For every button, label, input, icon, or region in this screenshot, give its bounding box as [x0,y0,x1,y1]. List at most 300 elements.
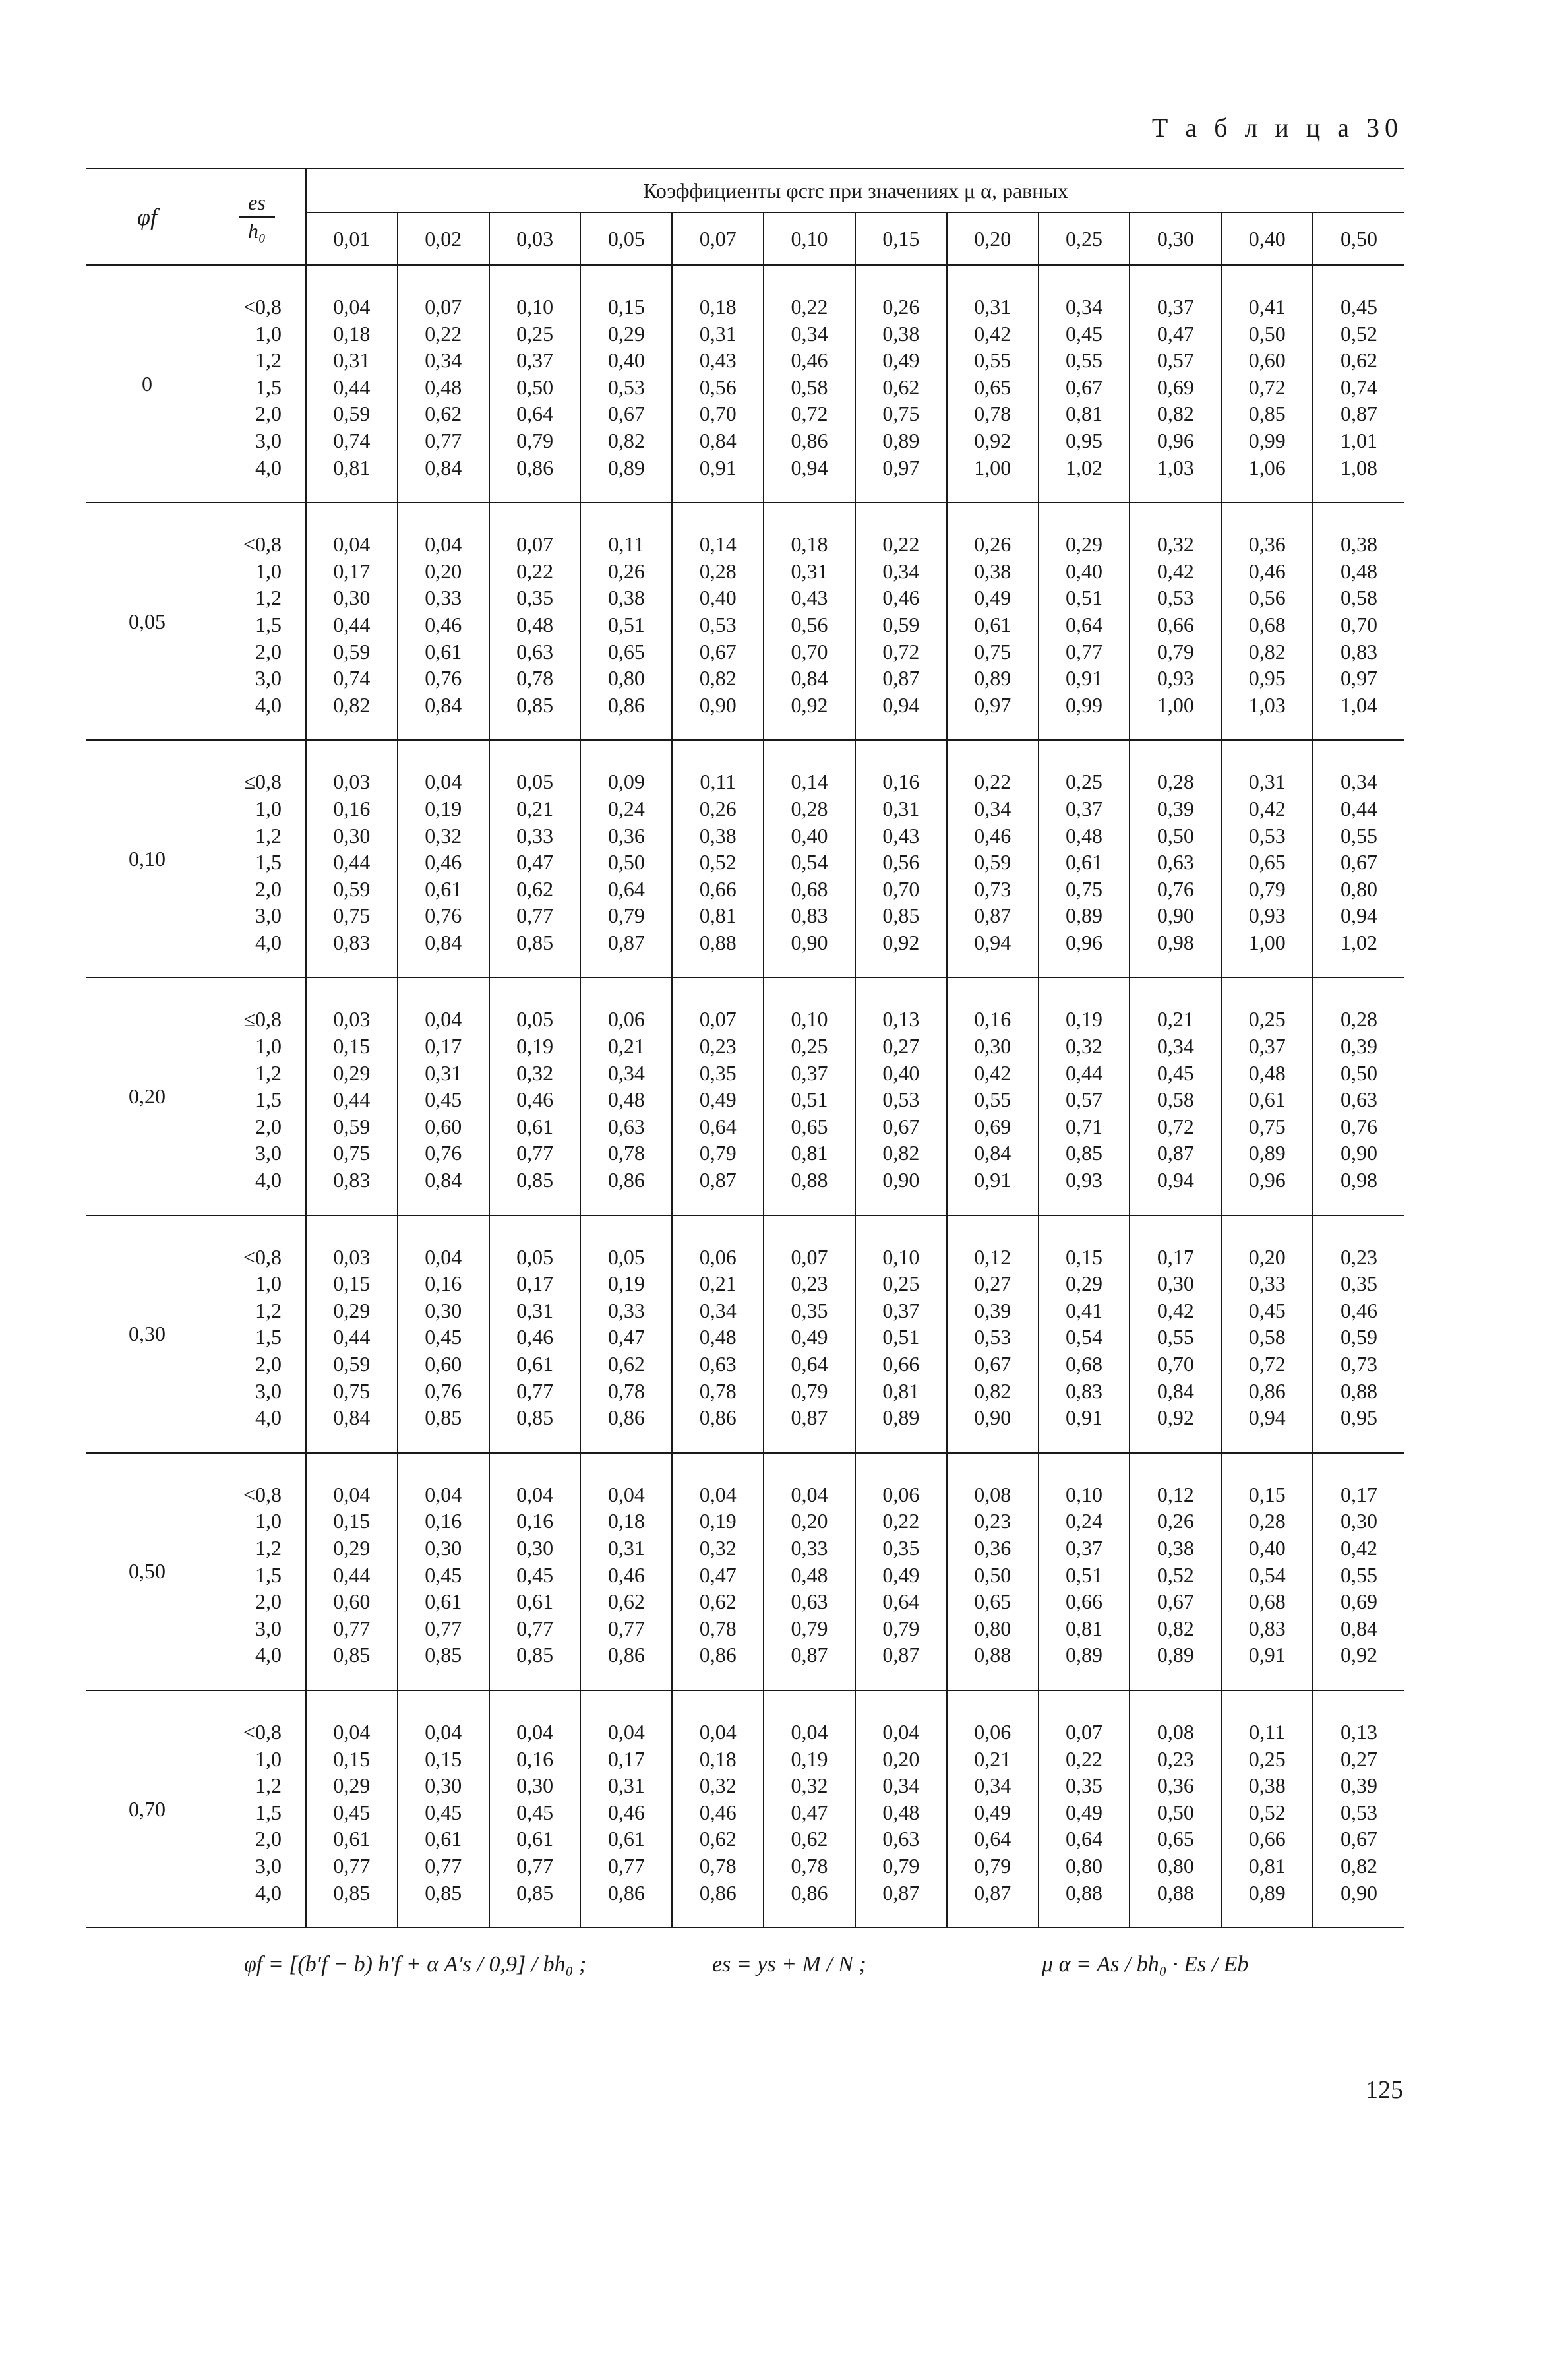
coefficient-cell: 0,06 [974,1719,1011,1744]
coefficient-cell: 0,75 [882,402,920,426]
coefficient-column [489,1453,581,1690]
coefficient-cell: 0,69 [1157,375,1194,399]
coefficient-cell: 0,88 [1066,1880,1103,1905]
coefficient-cell: 0,77 [425,428,462,452]
coefficient-cell: 0,40 [1248,1535,1286,1560]
coefficient-cell: 0,23 [1157,1746,1194,1771]
coefficient-cell: 0,20 [882,1746,920,1771]
es-h0-cell: 4,0 [255,1880,282,1905]
coefficient-cell: 0,67 [607,402,645,426]
coefficient-cell: 0,60 [425,1114,462,1138]
coefficient-cell: 0,87 [699,1168,737,1192]
es-h0-cell: 3,0 [255,1378,282,1403]
coefficient-cell: 0,83 [1066,1378,1103,1403]
coefficient-cell: 0,31 [699,321,737,346]
es-h0-cell: 2,0 [255,1827,282,1851]
coefficient-cell: 0,34 [882,559,920,583]
coefficient-cell: 0,53 [1248,823,1286,847]
coefficient-cell: 0,39 [1341,1773,1378,1798]
coefficient-cell: 0,54 [1066,1325,1103,1349]
coefficient-cell: 0,47 [607,1325,645,1349]
coefficient-cell: 0,45 [1066,321,1103,346]
coefficient-cell: 0,16 [425,1272,462,1296]
phi-f-value: 0 [86,265,208,503]
coefficient-cell: 0,61 [425,1827,462,1851]
coefficient-cell: 0,91 [699,455,737,479]
coefficient-cell: 0,73 [1341,1352,1378,1376]
coefficient-cell: 0,52 [1341,321,1378,346]
coefficient-cell: 0,07 [699,1007,737,1031]
coefficient-cell: 0,34 [699,1298,737,1322]
coefficient-cell: 0,30 [1157,1272,1194,1296]
coefficient-cell: 0,55 [1066,348,1103,373]
coefficient-cell: 0,70 [1157,1352,1194,1376]
coefficient-column [855,1690,947,1928]
coefficient-cell: 0,61 [333,1827,371,1851]
coefficient-cell: 0,90 [974,1405,1011,1430]
coefficient-column [306,1215,398,1453]
coefficient-cell: 0,62 [882,375,920,399]
coefficient-cell: 0,59 [974,850,1011,875]
coefficient-cell: 0,44 [333,1088,371,1112]
coefficient-cell: 0,62 [1341,348,1378,373]
coefficient-cell: 0,31 [791,559,828,583]
es-h0-cell: 2,0 [255,1114,282,1138]
coefficient-cell: 0,63 [607,1114,645,1138]
coefficient-cell: 0,38 [699,823,737,847]
coefficient-cell: 0,35 [699,1061,737,1085]
coefficient-cell: 0,04 [607,1482,645,1506]
coefficient-cell: 0,59 [1341,1325,1378,1349]
coefficient-column [1221,740,1313,977]
es-h0-cell: 1,5 [255,850,282,875]
coefficient-cell: 0,29 [333,1298,371,1322]
coefficient-column [1221,503,1313,740]
coefficient-cell: 0,81 [791,1141,828,1165]
coefficient-column [1130,503,1221,740]
coefficient-cell: 0,77 [425,1616,462,1640]
coefficient-cell: 0,44 [333,375,371,399]
page-number: 125 [1366,2076,1403,2104]
coefficient-cell: 0,25 [1248,1007,1286,1031]
coefficient-cell: 0,31 [607,1535,645,1560]
es-h0-cell: 2,0 [255,1589,282,1614]
coefficient-cell: 0,73 [974,877,1011,901]
coefficient-cell: 0,46 [516,1325,554,1349]
coefficient-cell: 0,85 [516,1168,554,1192]
coefficient-cell: 0,95 [1248,666,1286,691]
coefficient-cell: 0,89 [882,428,920,452]
coefficient-cell: 0,84 [425,455,462,479]
coefficient-cell: 0,17 [1341,1482,1378,1506]
coefficient-cell: 0,59 [882,612,920,636]
coefficient-cell: 0,92 [882,930,920,954]
coefficient-cell: 0,66 [1066,1589,1103,1614]
coefficient-cell: 0,77 [607,1616,645,1640]
coefficient-cell: 0,34 [1066,295,1103,319]
coefficient-column [947,977,1039,1215]
coefficient-cell: 0,86 [699,1643,737,1667]
coefficient-column [1039,503,1130,740]
coefficient-cell: 0,50 [1157,1800,1194,1824]
es-h0-cell: 3,0 [255,1616,282,1640]
coefficient-cell: 1,00 [974,455,1011,479]
coefficient-cell: 0,26 [882,295,920,319]
coefficient-cell: 0,35 [1341,1272,1378,1296]
phi-f-value: 0,20 [86,977,208,1215]
coefficient-cell: 0,85 [1066,1141,1103,1165]
coefficient-cell: 0,34 [974,796,1011,820]
coefficient-cell: 0,33 [1248,1272,1286,1296]
coefficient-cell: 0,97 [882,455,920,479]
coefficient-cell: 0,95 [1341,1405,1378,1430]
coefficient-cell: 0,90 [699,692,737,717]
coefficient-cell: 0,61 [425,639,462,663]
coefficient-cell: 0,99 [1248,428,1286,452]
coefficient-cell: 0,51 [791,1088,828,1112]
coefficient-cell: 0,92 [1341,1643,1378,1667]
coefficient-cell: 0,04 [333,532,371,557]
coefficient-cell: 0,52 [1157,1562,1194,1587]
coefficient-cell: 0,16 [425,1509,462,1533]
coefficient-cell: 0,62 [699,1589,737,1614]
coefficient-cell: 0,46 [425,850,462,875]
coefficient-cell: 0,64 [1066,1827,1103,1851]
coefficient-cell: 0,86 [607,1405,645,1430]
coefficient-cell: 0,58 [1341,586,1378,610]
header-mu-7: 0,20 [947,212,1039,265]
coefficient-cell: 1,04 [1341,692,1378,717]
coefficient-cell: 1,01 [1341,428,1378,452]
coefficient-cell: 0,68 [1248,612,1286,636]
coefficient-cell: 0,03 [333,770,371,794]
coefficient-cell: 0,25 [882,1272,920,1296]
coefficient-column [1313,1690,1404,1928]
coefficient-cell: 0,04 [791,1482,828,1506]
coefficient-cell: 0,42 [974,321,1011,346]
coefficient-cell: 0,22 [882,532,920,557]
coefficient-cell: 0,82 [333,692,371,717]
coefficient-cell: 0,85 [516,1880,554,1905]
coefficient-cell: 0,75 [333,1378,371,1403]
coefficient-column [580,977,672,1215]
coefficient-cell: 0,44 [333,850,371,875]
es-h0-cell: 1,0 [255,559,282,583]
coefficient-cell: 0,78 [974,402,1011,426]
coefficient-column [580,265,672,503]
es-h0-cell: ≤0,8 [243,1007,282,1031]
coefficient-cell: 0,16 [974,1007,1011,1031]
header-mu-1: 0,02 [398,212,489,265]
coefficient-cell: 0,68 [1248,1589,1286,1614]
coefficient-column [306,1453,398,1690]
coefficient-column [855,977,947,1215]
coefficient-column [1039,1215,1130,1453]
coefficient-cell: 0,77 [333,1853,371,1878]
coefficient-cell: 0,03 [333,1245,371,1269]
coefficient-cell: 0,15 [607,295,645,319]
coefficient-column [398,1215,489,1453]
coefficient-column [764,503,855,740]
coefficient-cell: 0,66 [1157,612,1194,636]
coefficient-cell: 0,47 [516,850,554,875]
coefficient-cell: 0,85 [882,904,920,928]
coefficient-cell: 0,55 [1341,823,1378,847]
coefficient-cell: 0,78 [699,1378,737,1403]
es-h0-cell: 4,0 [255,1643,282,1667]
coefficient-cell: 0,88 [699,930,737,954]
coefficient-cell: 0,82 [1341,1853,1378,1878]
coefficient-cell: 0,30 [974,1034,1011,1059]
coefficient-cell: 0,86 [791,1880,828,1905]
coefficient-column [580,1453,672,1690]
coefficient-column [398,740,489,977]
coefficient-cell: 0,90 [882,1168,920,1192]
coefficient-cell: 0,46 [791,348,828,373]
coefficient-cell: 0,21 [974,1746,1011,1771]
coefficient-column [398,977,489,1215]
coefficient-cell: 0,92 [974,428,1011,452]
coefficient-cell: 0,27 [974,1272,1011,1296]
coefficient-cell: 0,29 [1066,1272,1103,1296]
header-mu-8: 0,25 [1039,212,1130,265]
coefficient-cell: 0,11 [700,770,737,794]
es-h0-cell: 1,2 [255,1535,282,1560]
coefficient-cell: 0,30 [333,823,371,847]
coefficient-cell: 0,67 [1157,1589,1194,1614]
coefficient-cell: 0,68 [1066,1352,1103,1376]
coefficient-cell: 0,82 [699,666,737,691]
coefficient-cell: 0,31 [333,348,371,373]
coefficient-cell: 0,85 [1248,402,1286,426]
table-row-group [86,1215,1404,1453]
coefficient-cell: 0,28 [699,559,737,583]
coefficient-cell: 0,75 [333,1141,371,1165]
coefficient-cell: 0,94 [791,455,828,479]
coefficient-cell: 0,60 [333,1589,371,1614]
coefficient-cell: 0,82 [1157,1616,1194,1640]
es-h0-values [208,1690,306,1928]
coefficient-cell: 0,40 [882,1061,920,1085]
coefficient-cell: 0,77 [516,1378,554,1403]
coefficient-cell: 0,77 [333,1616,371,1640]
coefficient-cell: 0,83 [333,1168,371,1192]
coefficient-column [764,1453,855,1690]
coefficient-cell: 0,38 [607,586,645,610]
coefficient-cell: 0,31 [974,295,1011,319]
coefficient-cell: 0,39 [1341,1034,1378,1059]
coefficient-cell: 0,44 [1341,796,1378,820]
coefficient-cell: 0,26 [607,559,645,583]
coefficient-cell: 0,51 [1066,586,1103,610]
header-mu-0: 0,01 [306,212,398,265]
coefficient-cell: 0,18 [791,532,828,557]
coefficient-cell: 0,86 [516,455,554,479]
coefficient-cell: 0,52 [1248,1800,1286,1824]
coefficient-column [306,1690,398,1928]
coefficient-cell: 0,30 [425,1535,462,1560]
coefficient-cell: 0,76 [1157,877,1194,901]
es-h0-cell: <0,8 [243,1719,282,1744]
coefficient-cell: 0,30 [425,1298,462,1322]
coefficient-cell: 0,74 [333,666,371,691]
coefficient-cell: 0,06 [699,1245,737,1269]
coefficient-cell: 1,02 [1341,930,1378,954]
coefficient-column [855,1215,947,1453]
coefficient-cell: 0,42 [1157,1298,1194,1322]
coefficient-cell: 0,84 [333,1405,371,1430]
coefficient-cell: 0,62 [425,402,462,426]
coefficient-cell: 0,15 [333,1746,371,1771]
coefficient-cell: 0,56 [791,612,828,636]
es-h0-cell: ≤0,8 [243,770,282,794]
coefficient-cell: 0,55 [974,348,1011,373]
es-h0-cell: 1,2 [255,1061,282,1085]
coefficient-cell: 0,53 [699,612,737,636]
coefficient-cell: 0,61 [1066,850,1103,875]
coefficient-cell: 0,37 [882,1298,920,1322]
coefficient-cell: 0,82 [607,428,645,452]
coefficient-cell: 0,22 [516,559,554,583]
coefficient-cell: 0,18 [699,295,737,319]
es-h0-values [208,503,306,740]
coefficient-cell: 0,40 [607,348,645,373]
coefficient-cell: 0,34 [607,1061,645,1085]
coefficient-cell: 0,30 [333,586,371,610]
coefficient-cell: 0,59 [333,1352,371,1376]
coefficient-cell: 0,87 [974,904,1011,928]
coefficient-cell: 0,85 [516,930,554,954]
coefficient-cell: 0,76 [425,1378,462,1403]
coefficient-cell: 0,57 [1066,1088,1103,1112]
header-mu-6: 0,15 [855,212,947,265]
coefficient-cell: 0,04 [425,1245,462,1269]
coefficient-cell: 0,65 [974,375,1011,399]
coefficient-column [1221,1453,1313,1690]
coefficient-cell: 0,45 [425,1325,462,1349]
coefficient-cell: 0,94 [1248,1405,1286,1430]
coefficient-cell: 0,84 [425,692,462,717]
coefficient-cell: 0,34 [791,321,828,346]
coefficient-cell: 0,62 [516,877,554,901]
coefficient-cell: 0,82 [974,1378,1011,1403]
es-h0-values [208,1215,306,1453]
coefficient-cell: 0,17 [1157,1245,1194,1269]
coefficient-column [1313,265,1404,503]
coefficient-cell: 0,04 [425,770,462,794]
coefficient-cell: 0,64 [516,402,554,426]
es-h0-cell: 3,0 [255,428,282,452]
coefficient-cell: 0,99 [1066,692,1103,717]
coefficient-column [306,265,398,503]
coefficient-cell: 0,89 [607,455,645,479]
coefficient-cell: 0,85 [425,1880,462,1905]
coefficient-cell: 0,54 [1248,1562,1286,1587]
coefficient-cell: 0,72 [1248,375,1286,399]
coefficient-cell: 0,80 [1157,1853,1194,1878]
coefficient-cell: 0,86 [699,1405,737,1430]
coefficient-cell: 0,46 [607,1562,645,1587]
coefficient-cell: 0,11 [1249,1719,1286,1744]
coefficient-cell: 0,89 [1066,1643,1103,1667]
coefficient-cell: 0,26 [974,532,1011,557]
coefficient-cell: 0,89 [974,666,1011,691]
es-h0-cell: 1,2 [255,586,282,610]
coefficient-cell: 0,33 [516,823,554,847]
coefficient-cell: 0,05 [516,1245,554,1269]
coefficient-cell: 0,96 [1248,1168,1286,1192]
table-row-group [86,503,1404,740]
coefficient-cell: 0,38 [1248,1773,1286,1798]
coefficient-cell: 0,84 [699,428,737,452]
coefficient-column [855,1453,947,1690]
header-mu-10: 0,40 [1221,212,1313,265]
coefficient-cell: 0,75 [333,904,371,928]
coefficient-cell: 0,96 [1066,930,1103,954]
coefficient-cell: 0,07 [1066,1719,1103,1744]
coefficient-cell: 0,09 [607,770,645,794]
coefficient-cell: 0,58 [791,375,828,399]
coefficient-cell: 0,77 [607,1853,645,1878]
coefficient-cell: 0,35 [791,1298,828,1322]
coefficient-cell: 0,50 [1157,823,1194,847]
coefficient-column [1313,977,1404,1215]
es-h0-cell: 1,2 [255,1298,282,1322]
es-h0-cell: <0,8 [243,532,282,557]
coefficient-cell: 0,24 [607,796,645,820]
coefficient-cell: 0,89 [1248,1880,1286,1905]
header-es-numerator: es [239,191,275,218]
coefficient-cell: 0,47 [699,1562,737,1587]
coefficient-column [1313,1453,1404,1690]
coefficient-cell: 0,19 [425,796,462,820]
coefficient-cell: 0,61 [516,1114,554,1138]
coefficient-cell: 0,49 [882,1562,920,1587]
coefficient-cell: 0,88 [974,1643,1011,1667]
coefficient-cell: 0,61 [1248,1088,1286,1112]
coefficient-cell: 0,51 [607,612,645,636]
coefficient-cell: 0,51 [1066,1562,1103,1587]
coefficient-cell: 0,32 [516,1061,554,1085]
coefficient-cell: 0,68 [791,877,828,901]
coefficient-cell: 0,59 [333,402,371,426]
coefficient-cell: 0,47 [1157,321,1194,346]
formula-mu-alpha: μ α = As / bh₀ · Es / Eb [1042,1952,1249,1977]
coefficient-cell: 0,10 [791,1007,828,1031]
coefficient-column [580,503,672,740]
coefficient-cell: 0,74 [333,428,371,452]
coefficient-cell: 0,61 [516,1827,554,1851]
coefficient-cell: 0,38 [974,559,1011,583]
coefficient-cell: 1,00 [1157,692,1194,717]
coefficient-column [855,503,947,740]
coefficient-cell: 0,53 [882,1088,920,1112]
es-h0-cell: 1,2 [255,823,282,847]
table-row-group [86,1690,1404,1928]
coefficient-cell: 0,50 [516,375,554,399]
coefficient-cell: 0,76 [425,904,462,928]
es-h0-values [208,265,306,503]
coefficient-cell: 0,07 [425,295,462,319]
phi-f-value: 0,10 [86,740,208,977]
coefficient-cell: 1,06 [1248,455,1286,479]
coefficient-cell: 0,39 [974,1298,1011,1322]
coefficient-column [398,1690,489,1928]
coefficient-cell: 0,87 [791,1405,828,1430]
coefficient-cell: 0,43 [699,348,737,373]
coefficient-cell: 0,87 [882,1643,920,1667]
coefficient-cell: 0,89 [1248,1141,1286,1165]
